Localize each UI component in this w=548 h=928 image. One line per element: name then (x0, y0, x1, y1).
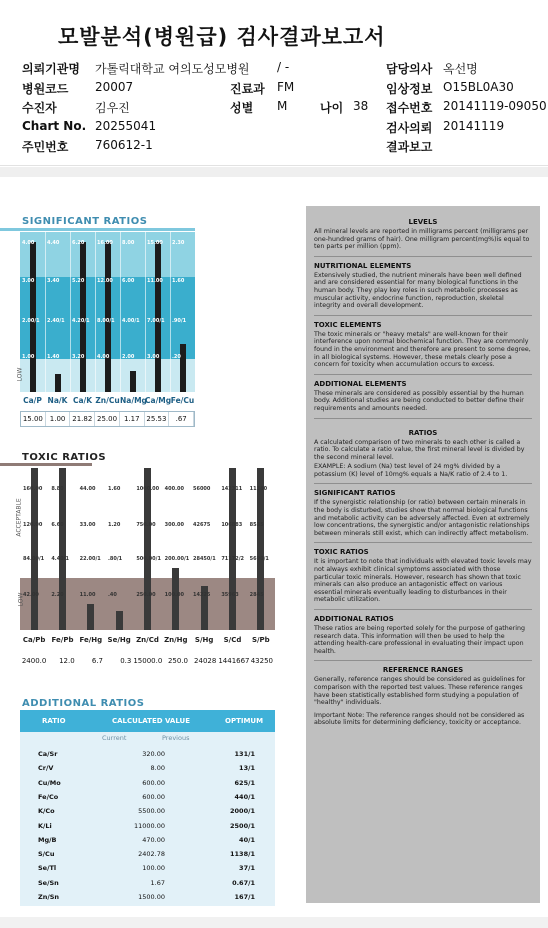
tick-label: 71172/2 (221, 556, 245, 562)
separator (314, 374, 532, 375)
ratio-name: S/Cu (38, 850, 55, 859)
patient-label: 수진자 (22, 101, 57, 115)
calculated-column-header: CALCULATED VALUE (112, 717, 191, 725)
table-row (20, 879, 275, 893)
value-label: 25.53 (145, 412, 170, 426)
tick-label: 3.00 (147, 354, 160, 360)
tick-label: 250.00 (136, 592, 156, 598)
category-label: S/Cd (223, 636, 242, 644)
current-value: 1.67 (150, 878, 165, 887)
tick-label: 11380 (249, 486, 268, 492)
bar-zn-hg (172, 568, 179, 630)
column-divider (95, 232, 96, 392)
tick-label: 4.00 (97, 354, 110, 360)
toxic-low-label: LOW (17, 592, 25, 607)
tick-label: 2845 (249, 592, 264, 598)
category-label: Zn/Cu (95, 396, 120, 405)
ratios-text: A calculated comparison of two minerals to each other is called a ratio. To calculate a ratio value, the first mineral level is divided by the second mineral level. (314, 438, 525, 461)
tick-label: 2.30 (172, 240, 185, 246)
value-label: 25.00 (95, 412, 120, 426)
tick-label: 1000.00 (136, 486, 160, 492)
tick-label: 1.60 (172, 278, 185, 284)
toxic-elements-heading: TOXIC ELEMENTS (314, 320, 382, 329)
report-label: 결과보고 (386, 140, 433, 154)
tick-label: 8.00 (122, 240, 135, 246)
category-label: S/Pb (251, 636, 270, 644)
column-divider (170, 232, 171, 392)
separator (314, 542, 532, 543)
category-label: Ca/Pb (22, 636, 46, 644)
tick-label: 11.00 (147, 278, 163, 284)
resident-no-label: 주민번호 (22, 140, 69, 154)
previous-subheader: Previous (162, 734, 190, 742)
tick-label: 14225 (193, 592, 211, 598)
tick-label: 120.00 (23, 522, 43, 528)
ratio-column-header: RATIO (42, 717, 66, 725)
tick-label: .90/1 (172, 318, 187, 324)
current-value: 100.00 (142, 864, 165, 873)
significant-title: SIGNIFICANT RATIOS (22, 216, 148, 227)
additional-ratios-text: These ratios are being reported solely for the purpose of gathering research data. This information will then be used to help the attending health-care professional in evaluating their impact upon health. (314, 625, 525, 655)
tick-label: 160.00 (23, 486, 43, 492)
tick-label: 22.00/1 (79, 556, 101, 562)
optimum-value: 0.67/1 (232, 878, 255, 887)
value-label: 1441667 (218, 657, 250, 665)
optimum-column-header: OPTIMUM (225, 717, 264, 725)
ratio-name: Se/Tl (38, 864, 57, 873)
ratio-name: Zn/Sn (38, 893, 60, 901)
gender-label: 성별 (230, 101, 254, 115)
category-label: Fe/Pb (51, 636, 74, 644)
nutritional-text: Extensively studied, the nutrient minerals have been well defined and are considered essential for many biological functions in the human body. They play key roles in such metabolic processes as muscular activity, endocrine function, reproduction, skeletal integrity and overall development. (314, 271, 522, 310)
ratio-name: Ca/Sr (38, 750, 58, 758)
table-row (20, 864, 275, 878)
significant-values (20, 411, 195, 427)
ratio-name: Cu/Mo (38, 778, 61, 787)
hospital-code-value: 20007 (95, 80, 134, 94)
additional-title: ADDITIONAL RATIOS (22, 698, 145, 709)
tick-label: 28450/1 (193, 556, 216, 562)
category-label: Zn/Hg (164, 636, 188, 644)
bar-zn-cd (144, 468, 151, 630)
value-label: 15000.0 (133, 657, 163, 665)
tick-label: 35963 (221, 592, 239, 598)
optimum-value: 625/1 (234, 778, 255, 787)
tick-label: 106883 (221, 522, 243, 528)
value-label: 1.17 (120, 412, 145, 426)
current-value: 2402.78 (138, 850, 165, 859)
tick-label: .20 (172, 354, 181, 360)
category-label: Ca/P (23, 396, 42, 405)
value-label: 43250 (250, 657, 273, 665)
bar-ca-p (30, 242, 36, 392)
ratio-name: K/Co (38, 807, 55, 816)
tick-label: .40 (108, 592, 117, 598)
tick-label: 16.00 (97, 240, 113, 246)
additional-table (20, 710, 275, 906)
optimum-value: 167/1 (234, 893, 255, 901)
tick-label: 33.00 (79, 522, 96, 528)
column-divider (145, 232, 146, 392)
report-header (0, 0, 548, 166)
tick-label: 2.00/1 (22, 318, 40, 324)
tick-label: 7.00/1 (147, 318, 165, 324)
tick-label: 100.00 (164, 592, 184, 598)
value-label: 24028 (194, 657, 217, 665)
current-subheader: Current (102, 734, 127, 742)
additional-ratios-heading: ADDITIONAL RATIOS (314, 615, 394, 623)
reference-ranges-text: Generally, reference ranges should be considered as guidelines for comparison with the reported test values. These reference ranges have been statistically established form studying a population of "healthy" individuals. (314, 676, 526, 707)
significant-chart (14, 232, 195, 392)
tick-label: 1.00 (22, 354, 35, 360)
tick-label: 3.20 (72, 354, 85, 360)
receipt-label: 접수번호 (386, 101, 433, 115)
department-value: FM (277, 80, 295, 94)
current-value: 470.00 (142, 835, 165, 844)
table-row (20, 779, 275, 793)
value-label: 15.00 (21, 412, 46, 426)
toxic-acceptable-label: ACCEPTABLE (15, 498, 23, 537)
ratio-name: Cr/V (38, 764, 54, 773)
bar-se-hg (116, 611, 123, 630)
tick-label: 56000 (193, 486, 211, 492)
current-value: 320.00 (142, 750, 165, 758)
ratio-name: Mg/B (38, 835, 57, 844)
clinical-label: 임상정보 (386, 82, 433, 96)
current-value: 600.00 (142, 792, 165, 801)
bar-na-k (55, 374, 61, 392)
value-label: 1.00 (46, 412, 71, 426)
optimum-value: 40/1 (239, 835, 255, 844)
resident-no-value: 760612-1 (95, 138, 153, 152)
table-row (20, 822, 275, 836)
category-label: Fe/Cu (170, 396, 195, 405)
tick-label: 4.40/1 (51, 556, 69, 562)
separator (314, 256, 532, 257)
table-row (20, 893, 275, 907)
additional-header-row (20, 710, 275, 732)
chart-no-value: 20255041 (95, 119, 157, 133)
age-value: 38 (353, 99, 369, 113)
value-label: .67 (169, 412, 194, 426)
current-value: 1500.00 (138, 893, 165, 901)
optimum-value: 131/1 (234, 750, 255, 758)
toxic-elements-text: The toxic minerals or "heavy metals" are well-known for their interference upon normal biochemical function. They are commonly found in the environment and therefore are present to some degree, in all biological systems. However, these metals clearly pose a concern for toxicity when accumulation occurs to excess. (314, 330, 531, 369)
gender-value: M (277, 99, 288, 113)
tick-label: 500.00/1 (136, 556, 161, 562)
tick-label: 5690/1 (249, 556, 269, 562)
tick-label: 2.00 (122, 354, 135, 360)
separator (314, 418, 532, 419)
separator (314, 483, 532, 484)
tick-label: 84.00/1 (23, 556, 45, 562)
tick-label: 5.20 (72, 278, 85, 284)
tick-label: 3.40 (47, 278, 60, 284)
significant-categories (20, 396, 195, 405)
requester-extra: / - (277, 60, 290, 74)
current-value: 5500.00 (138, 807, 165, 816)
tick-label: 6.20 (72, 240, 85, 246)
tick-label: 750.00 (136, 522, 156, 528)
category-label: Ca/K (72, 396, 93, 405)
additional-elements-text: These minerals are considered as possibly essential by the human body. Additional studies are being conducted to better define their requirements and amounts needed. (314, 389, 524, 412)
bar-s-pb (257, 468, 264, 630)
value-label: 6.7 (91, 657, 103, 665)
optimum-value: 440/1 (234, 792, 255, 801)
tick-label: 2.20 (51, 592, 64, 598)
reference-ranges-heading: REFERENCE RANGES (382, 666, 464, 675)
value-label: 2400.0 (21, 657, 47, 665)
tick-label: 8535 (249, 522, 264, 528)
bar-ca-mg (155, 242, 161, 392)
bar-ca-pb (31, 468, 38, 630)
category-label: Ca/Mg (145, 396, 172, 405)
tick-label: 400.00 (164, 486, 184, 492)
additional-elements-heading: ADDITIONAL ELEMENTS (314, 379, 407, 388)
tick-label: 42.00 (23, 592, 39, 598)
optimum-value: 37/1 (239, 864, 255, 873)
value-label: 250.0 (167, 657, 188, 665)
tick-label: .80/1 (108, 556, 123, 562)
acceptable-zone-label: ACCEPTABLE (14, 296, 22, 335)
doctor-value: 옥선명 (443, 62, 478, 76)
high-zone-label: HIGH (15, 245, 23, 262)
hospital-code-label: 병원코드 (22, 82, 69, 96)
ratio-name: K/Li (38, 821, 52, 830)
requester-value: 가톨릭대학교 여의도성모병원 (95, 62, 250, 76)
tick-label: 6.00 (122, 278, 135, 284)
category-label: S/Hg (194, 636, 214, 644)
significant-underline (0, 228, 195, 231)
bar-na-mg (130, 371, 136, 392)
patient-value: 김우진 (95, 101, 130, 115)
request-date-value: 20141119 (443, 119, 505, 133)
value-label: 12.0 (59, 657, 75, 665)
tick-label: 300.00 (164, 522, 184, 528)
toxic-ratios-heading: TOXIC RATIOS (314, 548, 369, 557)
tick-label: 6.60 (51, 522, 64, 528)
reference-ranges-note: Important Note: The reference ranges should not be considered as absolute limits for determining deficiency, toxicity or acceptance. (314, 711, 525, 727)
nutritional-heading: NUTRITIONAL ELEMENTS (314, 261, 412, 270)
ratio-name: Fe/Co (38, 792, 59, 801)
tick-label: 200.00/1 (164, 556, 190, 562)
value-label: 21.82 (70, 412, 95, 426)
optimum-value: 2000/1 (230, 807, 255, 816)
ratios-heading: RATIOS (408, 428, 438, 437)
age-label: 나이 (320, 101, 344, 115)
column-divider (70, 232, 71, 392)
ratio-name: Se/Sn (38, 878, 59, 887)
current-value: 11000.00 (133, 821, 165, 830)
doctor-label: 담당의사 (386, 62, 433, 76)
tick-label: 1.20 (108, 522, 121, 528)
tick-label: 3.00 (22, 278, 35, 284)
table-row (20, 836, 275, 850)
footer-strip (0, 917, 548, 928)
tick-label: 142311 (221, 486, 243, 492)
table-row (20, 793, 275, 807)
table-row (20, 850, 275, 864)
category-label: Na/Mg (120, 396, 147, 405)
table-row (20, 750, 275, 764)
table-row (20, 807, 275, 821)
current-value: 8.00 (150, 764, 165, 773)
tick-label: 4.00 (22, 240, 35, 246)
bar-ca-k (80, 242, 86, 392)
tick-label: 4.00/1 (122, 318, 140, 324)
tick-label: 42675 (193, 522, 211, 528)
tick-label: 15.00 (147, 240, 163, 246)
notes-panel (306, 206, 540, 903)
separator (314, 315, 532, 316)
bar-s-cd (229, 468, 236, 630)
column-divider (120, 232, 121, 392)
toxic-title: TOXIC RATIOS (22, 452, 107, 463)
department-label: 진료과 (230, 82, 265, 96)
report-title: 모발분석(병원급) 검사결과보고서 (58, 25, 386, 49)
toxic-ratios-text: It is important to note that individuals with elevated toxic levels may not always exhibit clinical symptoms associated with those particular toxic minerals. However, research has shown that toxic minerals can also produce an antagonistic effect on various essential minerals eventually leading to disturbances in their metabolic utilization. (314, 558, 532, 604)
chart-no-label: Chart No. (22, 119, 87, 133)
request-date-label: 검사의뢰 (386, 121, 433, 135)
toxic-chart (15, 466, 275, 630)
tick-label: 1.40 (47, 354, 60, 360)
levels-heading: LEVELS (408, 218, 438, 226)
category-label: Na/K (47, 396, 68, 405)
tick-label: 11.00 (79, 592, 96, 598)
tick-label: 44.00 (79, 486, 96, 492)
clinical-value: O15BL0A30 (443, 80, 514, 94)
bar-fe-pb (59, 468, 66, 630)
tick-label: 2.40/1 (47, 318, 65, 324)
receipt-value: 20141119-09050 (443, 99, 547, 113)
optimum-value: 13/1 (239, 764, 255, 773)
significant-ratios-text: If the synergistic relationship (or ratio) between certain minerals in the body is disturbed, studies show that normal biological functions and metabolic activity can be adversely affected. Even at extremely low concentrations, the synergistic and/or antagonistic relationships between minerals still exist, which can indirectly affect metabolism. (314, 499, 530, 537)
category-label: Zn/Cd (136, 636, 159, 644)
levels-text: All mineral levels are reported in milligrams percent (milligrams per one-hundred grams of hair). One milligram percent(mg%)is equal to ten parts per million (ppm). (314, 228, 530, 251)
tick-label: 4.20/1 (72, 318, 90, 324)
optimum-value: 1138/1 (230, 850, 255, 859)
ratios-example: EXAMPLE: A sodium (Na) test level of 24 mg% divided by a potassium (K) level of 10mg% equals a Na/K ratio of 2.4 to 1. (314, 463, 508, 478)
optimum-value: 2500/1 (230, 821, 255, 830)
bar-fe-cu (180, 344, 186, 392)
table-row (20, 764, 275, 778)
low-zone-label: LOW (16, 367, 24, 382)
separator (314, 609, 532, 610)
additional-body (20, 732, 275, 906)
value-label: 0.3 (120, 657, 132, 665)
bar-fe-hg (87, 604, 94, 630)
column-divider (45, 232, 46, 392)
significant-ratios-heading: SIGNIFICANT RATIOS (314, 489, 396, 498)
tick-label: 8.80 (51, 486, 64, 492)
requester-label: 의뢰기관명 (22, 62, 80, 76)
tick-label: 12.00 (97, 278, 113, 284)
tick-label: 4.40 (47, 240, 60, 246)
tick-label: 8.00/1 (97, 318, 115, 324)
current-value: 600.00 (142, 778, 165, 787)
category-label: Se/Hg (107, 636, 131, 644)
header-divider (0, 167, 548, 177)
bar-zn-cu (105, 242, 111, 392)
tick-label: 1.60 (108, 486, 121, 492)
category-label: Fe/Hg (79, 636, 103, 644)
separator (314, 660, 532, 661)
